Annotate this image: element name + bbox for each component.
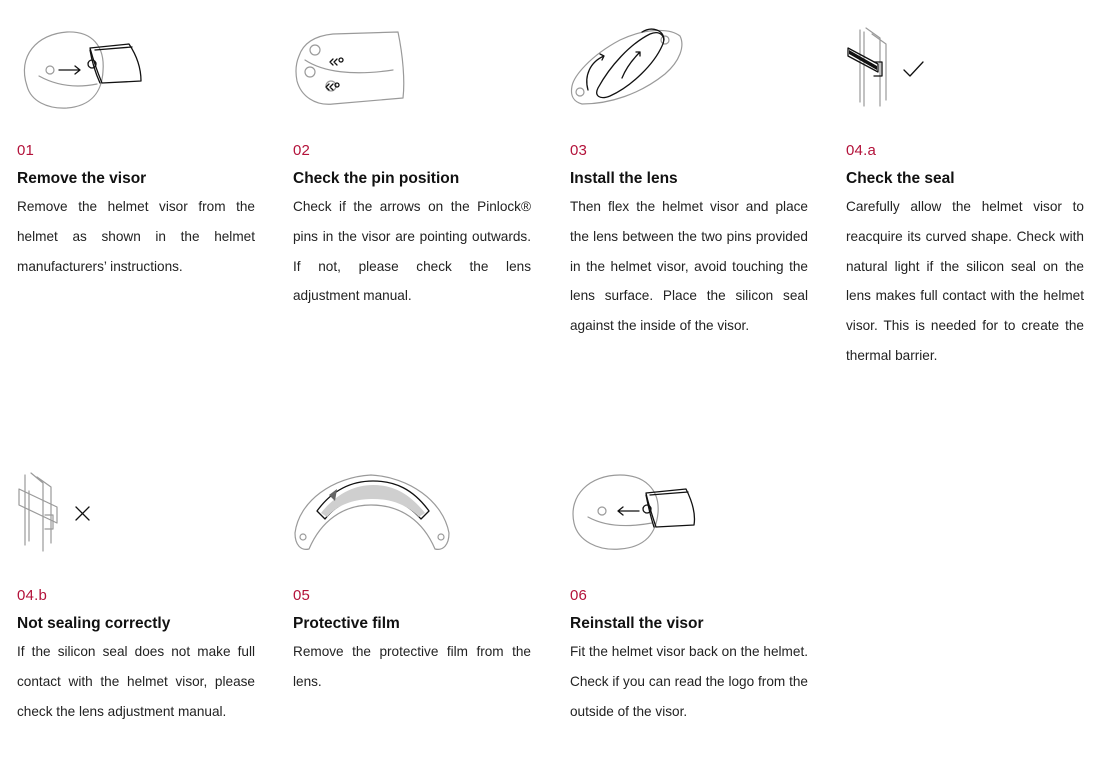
step-number: 04.a <box>846 142 876 159</box>
step-description: Remove the protective film from the lens. <box>293 644 531 689</box>
step-title: Check the pin position <box>293 170 460 187</box>
step-description: Fit the helmet visor back on the helmet. Check if you can read the logo from the outside of the visor. <box>570 644 808 719</box>
step-title: Reinstall the visor <box>570 615 704 632</box>
step-title: Not sealing correctly <box>17 615 171 632</box>
step-description: Check if the arrows on the Pinlock® pins in the visor are pointing outwards. If not, please check the lens adjustment manual. <box>293 199 531 304</box>
step-title: Check the seal <box>846 170 955 187</box>
step-description: Carefully allow the helmet visor to reacquire its curved shape. Check with natural light if the silicon seal on the lens makes full contact with the helmet visor. This is needed for to create the thermal barrier. <box>846 199 1084 363</box>
step-description: If the silicon seal does not make full contact with the helmet visor, please check the lens adjustment manual. <box>17 644 255 719</box>
step-title: Remove the visor <box>17 170 147 187</box>
step-number: 01 <box>17 142 35 159</box>
pin-position-icon <box>293 26 531 116</box>
seal-check-icon <box>846 26 1084 116</box>
step-number: 02 <box>293 142 311 159</box>
step-title: Protective film <box>293 615 400 632</box>
step-number: 04.b <box>17 587 47 604</box>
reinstall-visor-icon <box>570 471 808 561</box>
step-number: 05 <box>293 587 311 604</box>
remove-visor-icon <box>17 26 255 116</box>
step-number: 03 <box>570 142 588 159</box>
install-lens-icon <box>570 26 808 116</box>
step-description: Then flex the helmet visor and place the lens between the two pins provided in the helmet visor, avoid touching the lens surface. Place the silicon seal against the inside of the visor. <box>570 199 808 334</box>
step-number: 06 <box>570 587 588 604</box>
step-description: Remove the helmet visor from the helmet as shown in the helmet manufacturers’ instructions. <box>17 199 255 274</box>
protective-film-icon <box>293 471 531 561</box>
seal-cross-icon <box>17 471 255 561</box>
step-title: Install the lens <box>570 170 678 187</box>
